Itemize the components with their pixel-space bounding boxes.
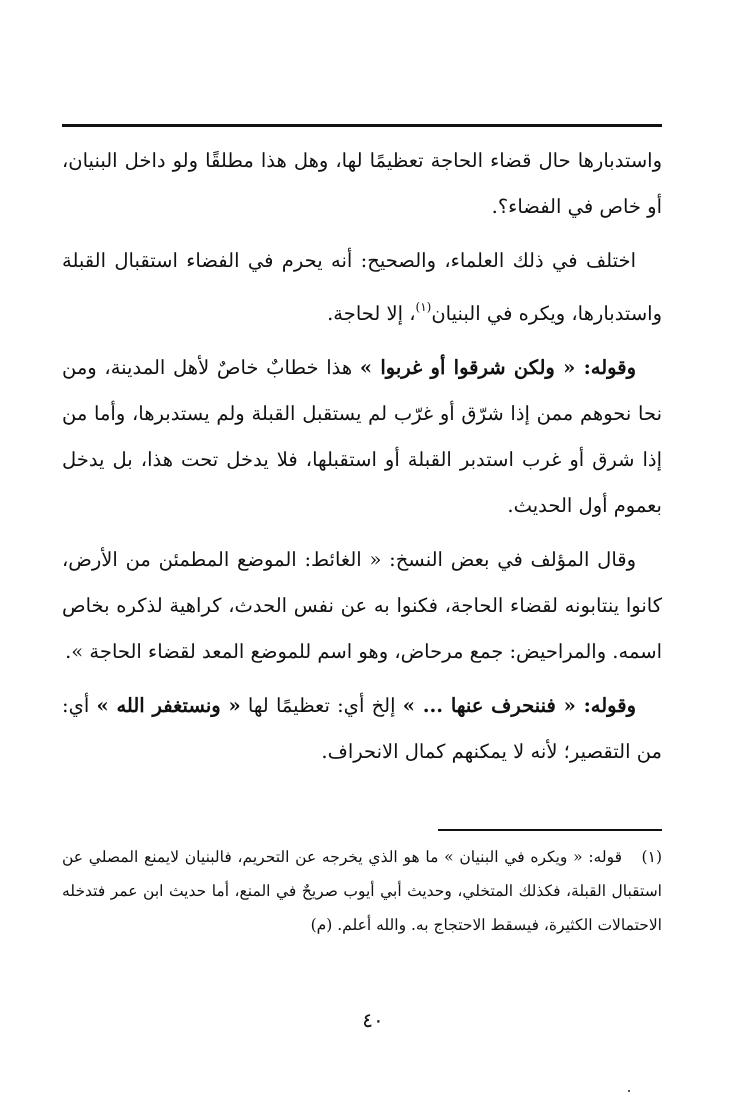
paragraph-5-lead2: « ونستغفر الله » xyxy=(96,694,241,717)
footnote-number: (١) xyxy=(641,848,662,866)
paragraph-5-text: أي: من التقصير؛ لأنه لا يمكنهم كمال الانحراف. xyxy=(62,694,662,763)
header-rule xyxy=(62,124,662,127)
paragraph-3-text: هذا خطابٌ خاصٌ لأهل المدينة، ومن نحا نحوهم ممن إذا شرّق أو غرّب لم يستقبل القبلة ولم يستدبرها، وأما من إذا شرق أو غرب استدبر القبلة أو استقبلها، فلا يدخل تحت هذا، بل يدخل بعموم أول الحديث. xyxy=(62,356,662,517)
paragraph-1 xyxy=(62,138,662,230)
main-text xyxy=(62,138,662,783)
footnote-1 xyxy=(62,840,662,942)
paragraph-5-mid: إلخ أي: تعظيمًا لها xyxy=(240,694,403,717)
footnotes xyxy=(62,840,662,942)
paragraph-2-text-b: ، إلا لحاجة. xyxy=(327,302,416,325)
paragraph-2-text-a: اختلف في ذلك العلماء، والصحيح: أنه يحرم في الفضاء استقبال القبلة واستدبارها، ويكره في البنيان xyxy=(62,249,662,325)
paragraph-4-text: وقال المؤلف في بعض النسخ: « الغائط: الموضع المطمئن من الأرض، كانوا ينتابونه لقضاء الحاجة، فكنوا به عن نفس الحدث، كراهية لذكره بخاص اسمه. والمراحيض: جمع مرحاض، وهو اسم للموضع المعد لقضاء الحاجة ». xyxy=(62,548,662,663)
footnote-reference: (١) xyxy=(415,300,432,314)
paragraph-3-lead: وقوله: « ولكن شرقوا أو غربوا » xyxy=(359,356,636,379)
paragraph-5-lead: وقوله: « فننحرف عنها ... » xyxy=(402,694,636,717)
footnote-rule xyxy=(438,829,662,831)
scan-speck xyxy=(628,1090,630,1092)
paragraph-1-text: واستدبارها حال قضاء الحاجة تعظيمًا لها، وهل هذا مطلقًا ولو داخل البنيان، أو خاص في الفضاء؟. xyxy=(62,149,662,218)
paragraph-2 xyxy=(62,238,662,337)
page-number: ٤٠ xyxy=(362,1008,384,1032)
paragraph-5 xyxy=(62,683,662,775)
paragraph-4 xyxy=(62,537,662,675)
paragraph-3 xyxy=(62,345,662,529)
footnote-text: قوله: « ويكره في البنيان » ما هو الذي يخرجه عن التحريم، فالبنيان لايمنع المصلي عن استقبال القبلة، فكذلك المتخلي، وحديث أبي أيوب صريحٌ في المنع، أما حديث ابن عمر فتدخله الاحتمالات الكثيرة، فيسقط الاحتجاج به. والله أعلم. (م) xyxy=(62,848,662,934)
